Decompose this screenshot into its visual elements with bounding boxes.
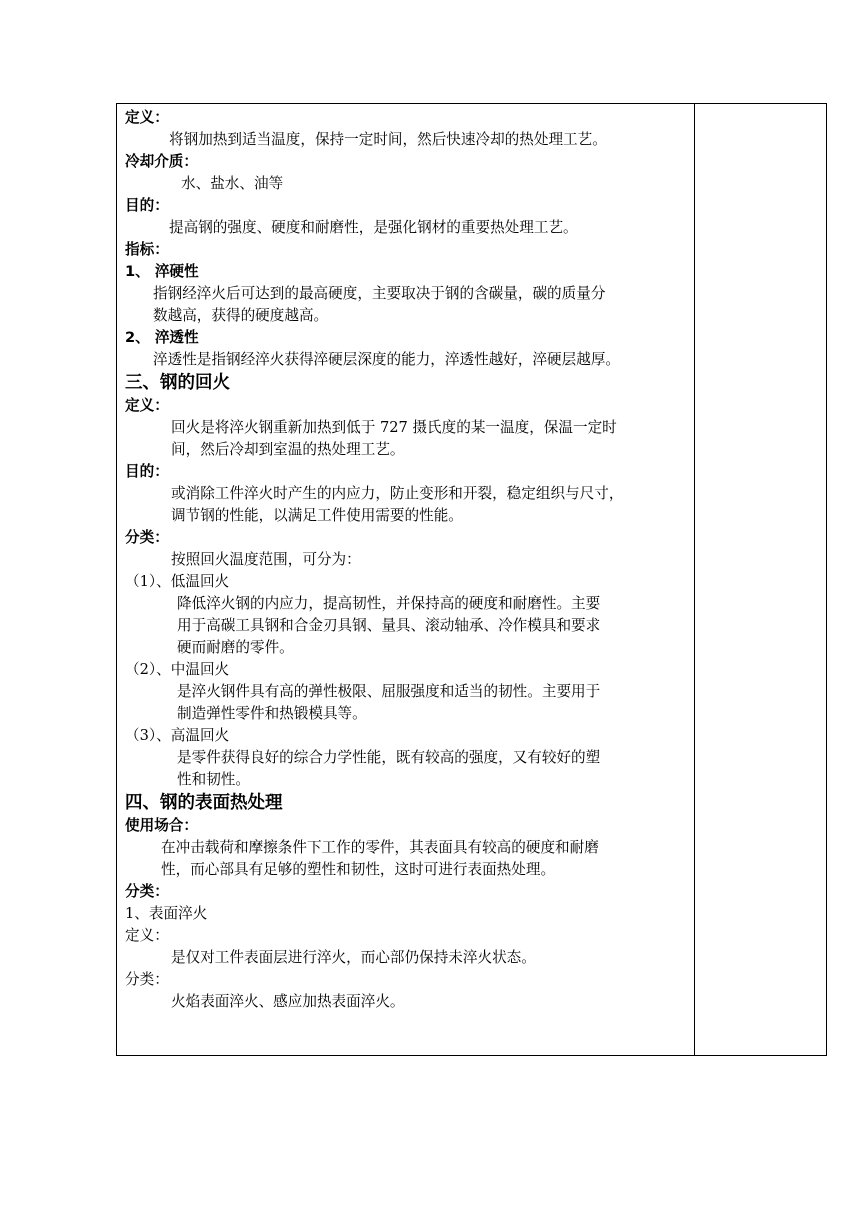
subsection-label: （3）、高温回火 [125,727,230,744]
section-label: 指标： [125,241,169,258]
body-line: 火焰表面淬火、感应加热表面淬火。 [171,993,405,1010]
body-line: 性，而心部具有足够的塑性和韧性，这时可进行表面热处理。 [161,861,556,878]
body-line: 是淬火钢件具有高的弹性极限、屈服强度和适当的韧性。主要用于 [177,683,601,700]
body-line: 硬而耐磨的零件。 [177,639,294,656]
body-line: 或消除工件淬火时产生的内应力，防止变形和开裂，稳定组织与尺寸， [171,485,624,502]
body-line: 提高钢的强度、硬度和耐磨性，是强化钢材的重要热处理工艺。 [169,219,578,236]
body-line: 数越高，获得的硬度越高。 [153,307,329,324]
body-line: 回火是将淬火钢重新加热到低于 727 摄氏度的某一温度，保温一定时 [171,419,617,436]
body-line: 用于高碳工具钢和合金刃具钢、量具、滚动轴承、冷作模具和要求 [177,617,601,634]
subsection-label: （1）、低温回火 [125,573,230,590]
body-line: 将钢加热到适当温度，保持一定时间，然后快速冷却的热处理工艺。 [169,131,607,148]
document-table [116,103,827,1056]
body-line: 淬透性是指钢经淬火获得淬硬层深度的能力，淬透性越好，淬硬层越厚。 [153,351,621,368]
body-line: 性和韧性。 [177,771,250,788]
section-label: 使用场合： [125,817,198,834]
body-line: 按照回火温度范围，可分为： [171,551,361,568]
body-line: 调节钢的性能，以满足工件使用需要的性能。 [171,507,463,524]
side-column-cell [695,104,826,1055]
subsection-label: 1、表面淬火 [125,905,208,922]
section-label: 定义： [125,109,169,126]
section-label: 2、 淬透性 [125,329,199,346]
main-content-cell [125,107,693,1013]
section-heading: 三、钢的回火 [125,373,230,393]
body-line: 是零件获得良好的综合力学性能，既有较高的强度，又有较好的塑 [177,749,601,766]
section-label: 目的： [125,197,169,214]
section-label: 定义： [125,397,169,414]
body-line: 制造弹性零件和热锻模具等。 [177,705,367,722]
section-label: 目的： [125,463,169,480]
body-line: 降低淬火钢的内应力，提高韧性，并保持高的硬度和耐磨性。主要 [177,595,601,612]
section-label: 冷却介质： [125,153,198,170]
section-heading: 四、钢的表面热处理 [125,793,283,813]
body-line: 间，然后冷却到室温的热处理工艺。 [171,441,405,458]
subsection-label: 定义： [125,927,169,944]
subsection-label: 分类： [125,971,169,988]
section-label: 分类： [125,529,169,546]
section-label: 分类： [125,883,169,900]
subsection-label: （2）、中温回火 [125,661,230,678]
body-line: 是仅对工件表面层进行淬火，而心部仍保持未淬火状态。 [171,949,536,966]
section-label: 1、 淬硬性 [125,263,199,280]
body-line: 水、盐水、油等 [181,175,284,192]
body-line: 在冲击载荷和摩擦条件下工作的零件，其表面具有较高的硬度和耐磨 [161,839,599,856]
body-line: 指钢经淬火后可达到的最高硬度，主要取决于钢的含碳量，碳的质量分 [153,285,606,302]
